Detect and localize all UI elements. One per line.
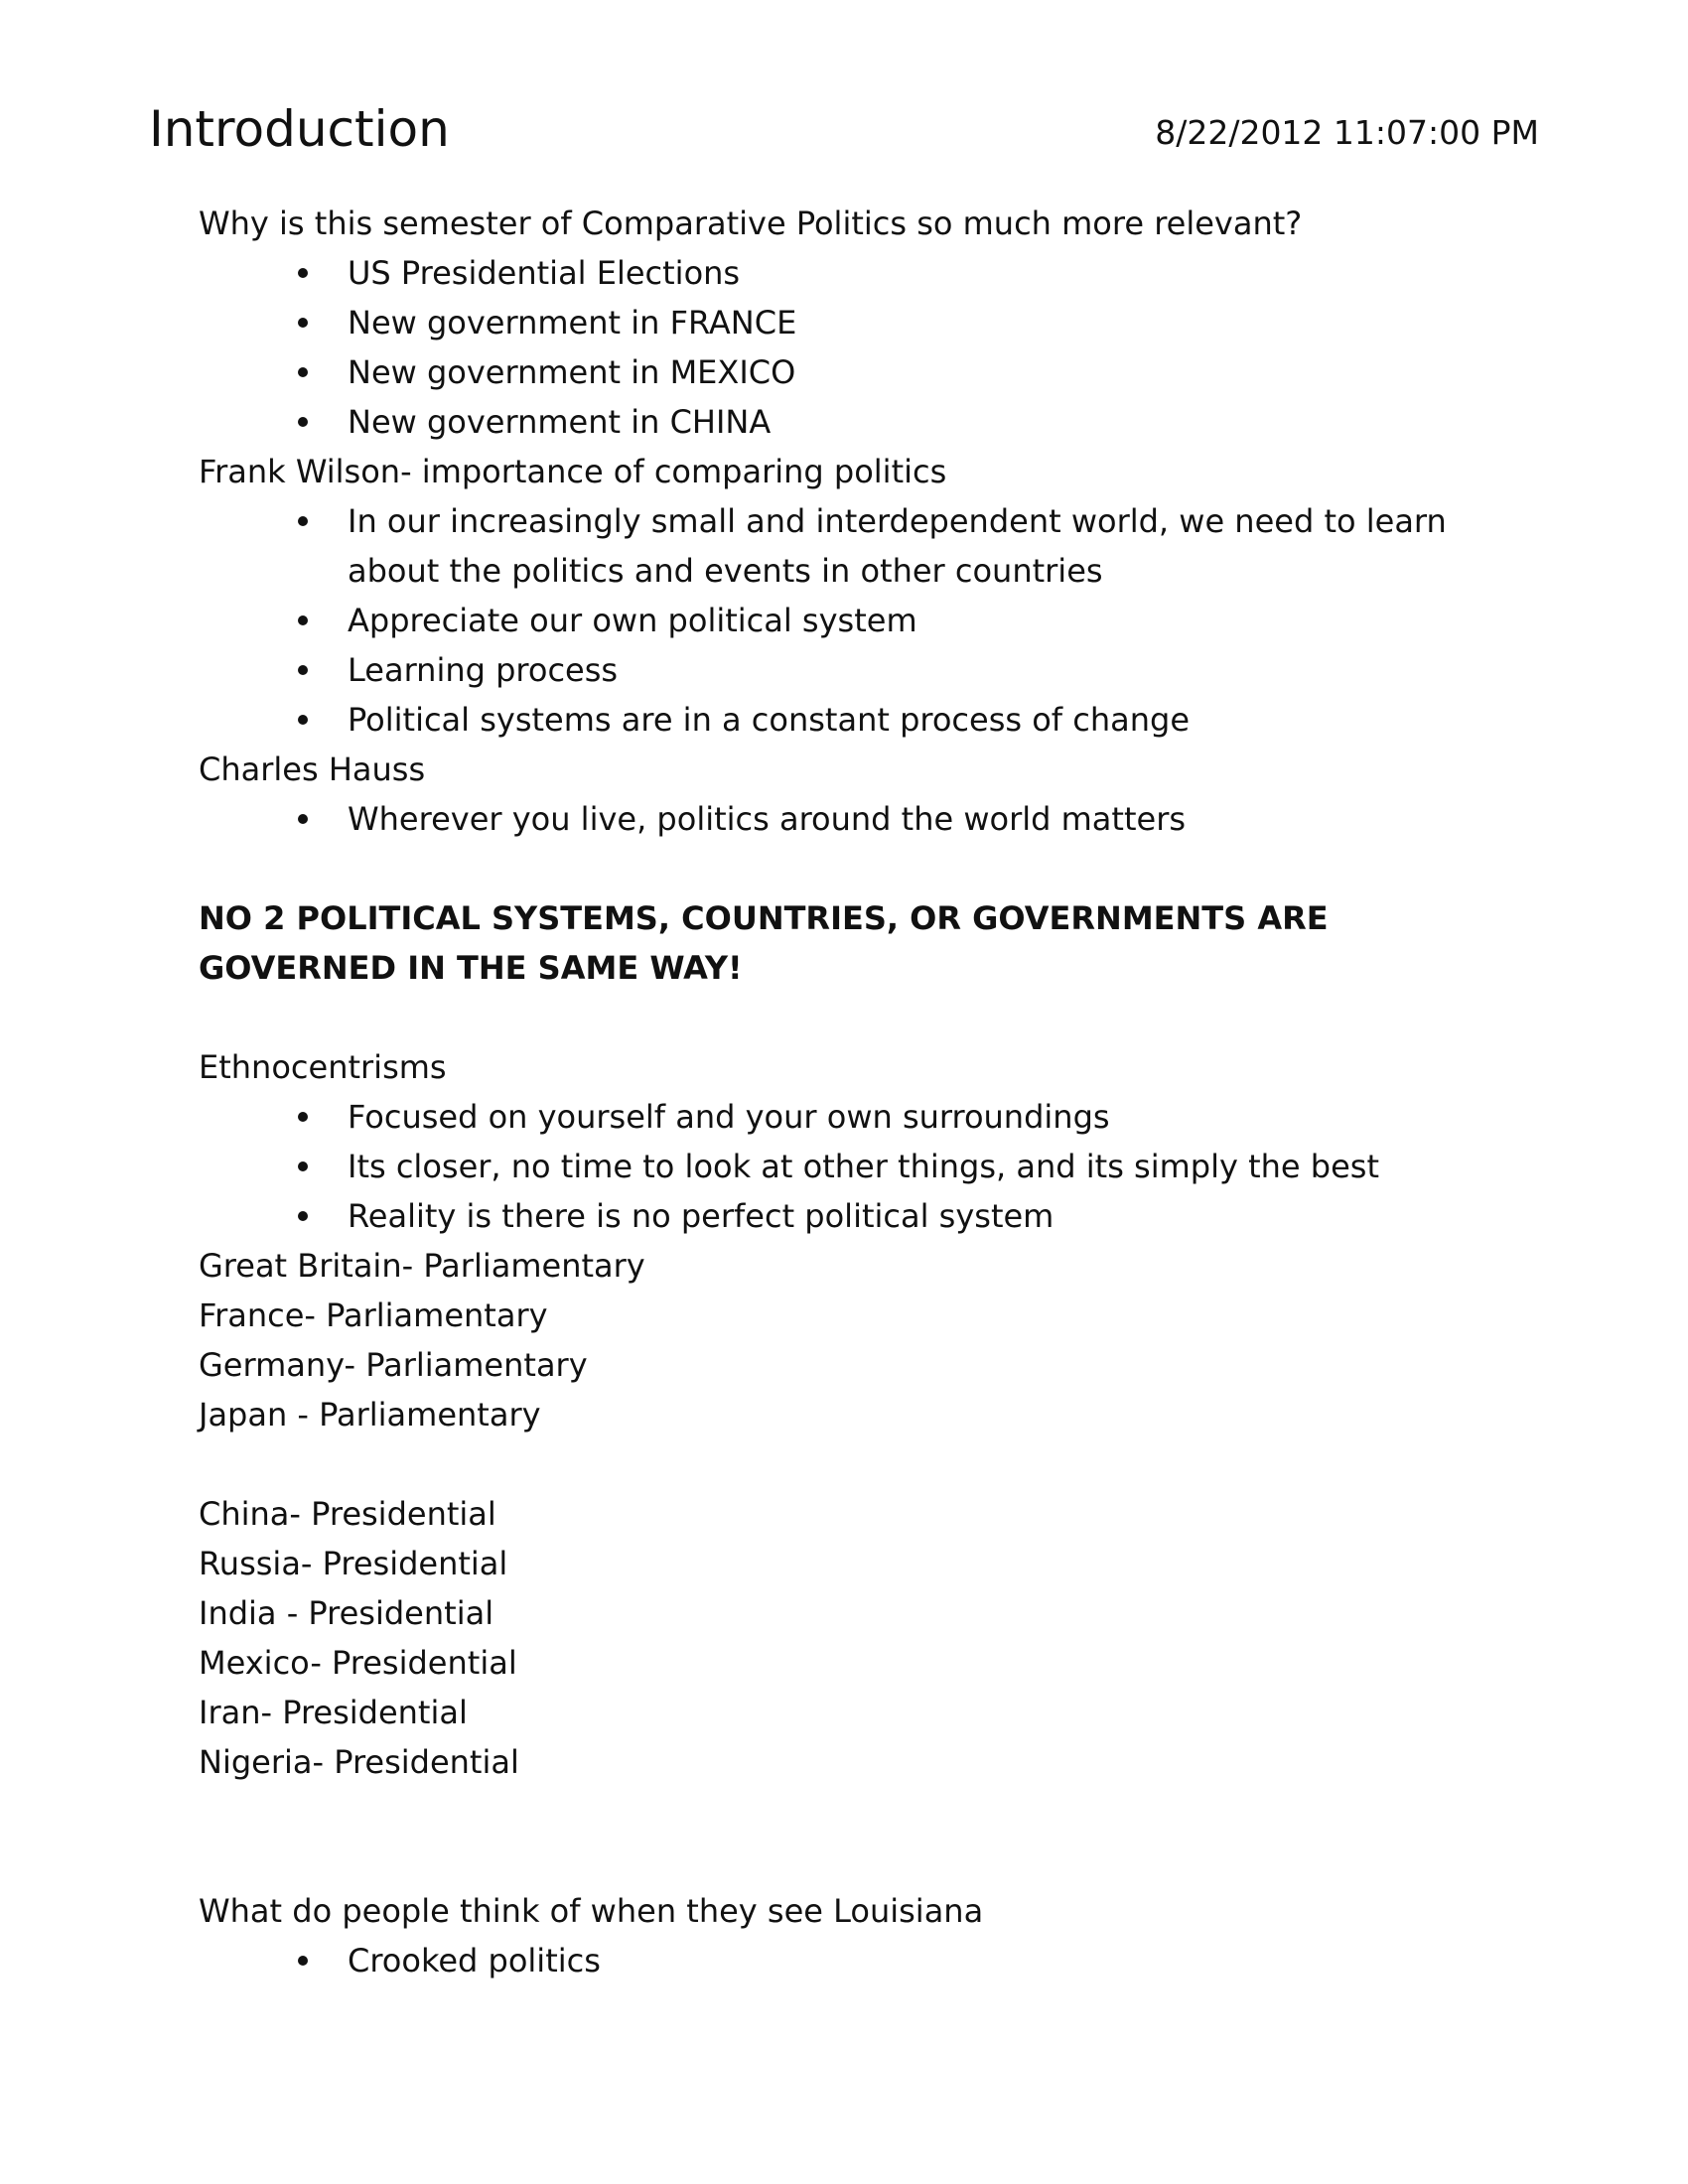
country-presidential: India - Presidential: [199, 1594, 494, 1632]
spacer: [199, 1787, 1489, 1886]
section-heading-louisiana: What do people think of when they see Louisiana: [199, 1892, 984, 1930]
section-heading-wilson: Frank Wilson- importance of comparing politics: [199, 453, 947, 490]
list-item: In our increasingly small and interdependent world, we need to learn about the politics and events in other countries: [199, 496, 1470, 596]
list-item: Learning process: [199, 645, 1489, 695]
bullet-icon: [298, 367, 308, 377]
country-parliamentary: France- Parliamentary: [199, 1297, 548, 1334]
section-heading-hauss: Charles Hauss: [199, 751, 426, 788]
list-item: Crooked politics: [199, 1936, 1489, 1985]
country-presidential: China- Presidential: [199, 1495, 496, 1533]
bullet-list-ethnocentrism: [199, 1092, 1489, 1241]
bullet-icon: [298, 665, 308, 675]
list-item: Wherever you live, politics around the world matters: [199, 794, 1489, 844]
country-presidential: Nigeria- Presidential: [199, 1743, 519, 1781]
list-item: New government in FRANCE: [199, 298, 1489, 347]
notes-body: [199, 199, 1489, 1985]
country-parliamentary: Japan - Parliamentary: [199, 1396, 541, 1433]
bullet-icon: [298, 417, 308, 427]
country-presidential: Russia- Presidential: [199, 1545, 508, 1582]
bullet-list-relevance: [199, 248, 1489, 447]
page-title: Introduction: [149, 100, 450, 158]
bullet-icon: [298, 715, 308, 725]
list-item: Political systems are in a constant process of change: [199, 695, 1489, 745]
bullet-icon: [298, 268, 308, 278]
bullet-icon: [298, 814, 308, 824]
spacer: [199, 993, 1489, 1042]
list-item: Appreciate our own political system: [199, 596, 1489, 645]
bullet-list-hauss: [199, 794, 1489, 844]
section-heading-ethnocentrism: Ethnocentrisms: [199, 1048, 447, 1086]
spacer: [199, 844, 1489, 893]
bullet-icon: [298, 1112, 308, 1122]
section-heading-relevance: Why is this semester of Comparative Politics so much more relevant?: [199, 205, 1303, 242]
country-presidential: Mexico- Presidential: [199, 1644, 517, 1682]
bullet-icon: [298, 615, 308, 625]
list-item: New government in CHINA: [199, 397, 1489, 447]
bullet-list-louisiana: [199, 1936, 1489, 1985]
page-header: [149, 99, 1539, 179]
bullet-icon: [298, 1161, 308, 1171]
emphasis-statement: NO 2 POLITICAL SYSTEMS, COUNTRIES, OR GOVERNMENTS ARE GOVERNED IN THE SAME WAY!: [199, 899, 1329, 987]
list-item: New government in MEXICO: [199, 347, 1489, 397]
bullet-list-wilson: [199, 496, 1489, 745]
country-parliamentary: Great Britain- Parliamentary: [199, 1247, 645, 1285]
list-item: Reality is there is no perfect political system: [199, 1191, 1489, 1241]
country-presidential: Iran- Presidential: [199, 1694, 468, 1731]
bullet-icon: [298, 1956, 308, 1966]
list-item: Its closer, no time to look at other things, and its simply the best: [199, 1142, 1489, 1191]
spacer: [199, 1439, 1489, 1489]
list-item: Focused on yourself and your own surroundings: [199, 1092, 1489, 1142]
list-item: US Presidential Elections: [199, 248, 1489, 298]
country-parliamentary: Germany- Parliamentary: [199, 1346, 588, 1384]
bullet-icon: [298, 516, 308, 526]
timestamp: 8/22/2012 11:07:00 PM: [1155, 113, 1539, 152]
bullet-icon: [298, 318, 308, 328]
bullet-icon: [298, 1211, 308, 1221]
